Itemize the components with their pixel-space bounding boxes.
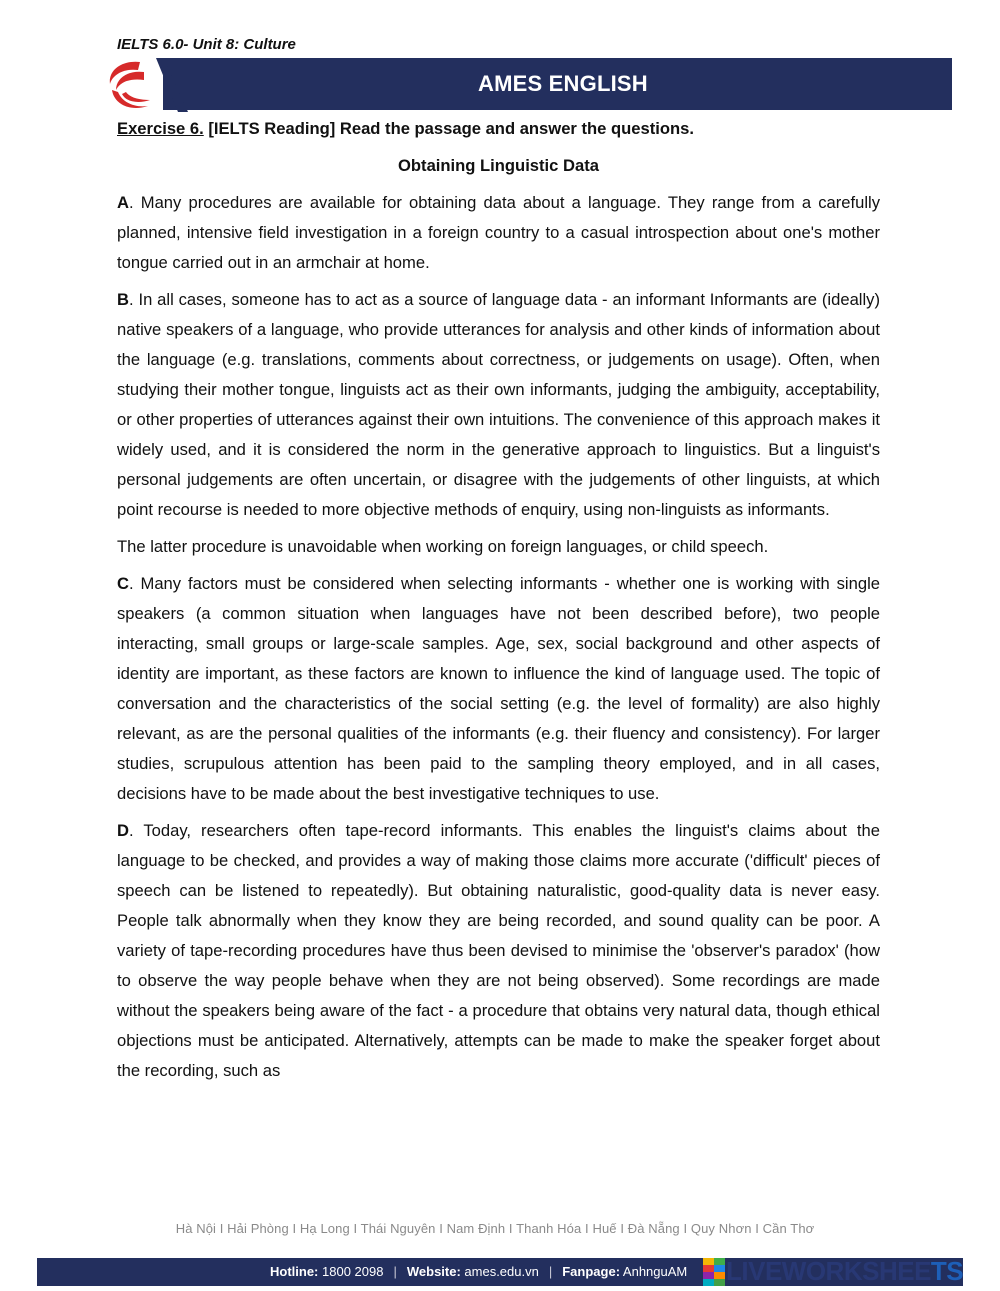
- separator: |: [393, 1264, 397, 1279]
- paragraph-text: . In all cases, someone has to act as a source of language data - an informant Informants are (ideally) native speakers of a language, who provide utterances for analysis and other kinds of information about the language (e.g. translations, comments about correctness, or judgements on usage). Often, when studying their mother tongue, linguists act as their own informants, judging the ambiguity, acceptability, or other properties of utterances against their own intuitions. The convenience of this approach makes it widely used, and it is considered the norm in the generative approach to linguistics. But a linguist's personal judgements are often uncertain, or disagree with the judgements of other linguists, at which point recourse is needed to more objective methods of enquiry, using non-linguists as informants.: [117, 290, 880, 519]
- paragraph-text: . Today, researchers often tape-record informants. This enables the linguist's claims about the language to be checked, and provides a way of making those claims more accurate ('difficult' pieces of speech can be listened to repeatedly). But obtaining naturalistic, good-quality data is never easy. People talk abnormally when they know they are being recorded, and sound quality can be poor. A variety of tape-recording procedures have thus been devised to minimise the 'observer's paradox' (how to observe the way people behave when they are not being observed). Some recordings are made without the speakers being aware of the fact - a procedure that obtains very natural data, though ethical objections must be anticipated. Alternatively, attempts can be made to make the speaker forget about the recording, such as: [117, 821, 880, 1080]
- passage-title: Obtaining Linguistic Data: [398, 156, 599, 175]
- hotline-label: Hotline:: [270, 1264, 319, 1279]
- paragraph-text: The latter procedure is unavoidable when working on foreign languages, or child speech.: [117, 537, 769, 556]
- footer-contact: [270, 1264, 687, 1279]
- paragraph-b: [117, 285, 880, 525]
- paragraph-a: [117, 188, 880, 278]
- footer-cities: Hà Nội I Hải Phòng I Hạ Long I Thái Nguyên I Nam Định I Thanh Hóa I Huế I Đà Nẵng I Quy Nhơn I Cần Thơ: [175, 1221, 815, 1236]
- liveworksheets-watermark: LIVEWORKSHEETS: [726, 1256, 964, 1286]
- paragraph-letter: B: [117, 290, 129, 309]
- website-label: Website:: [406, 1264, 461, 1279]
- exercise-heading: [117, 114, 880, 144]
- separator: |: [548, 1264, 553, 1279]
- worksheet-content: [117, 114, 880, 1093]
- exercise-instruction: [IELTS Reading] Read the passage and answer the questions.: [203, 119, 694, 138]
- liveworksheets-badge-icon: [703, 1258, 725, 1286]
- paragraph-letter: D: [117, 821, 129, 840]
- ames-logo-icon: [104, 56, 188, 114]
- paragraph-c: [117, 569, 880, 809]
- paragraph-text: . Many procedures are available for obtaining data about a language. They range from a carefully planned, intensive field investigation in a foreign country to a casual introspection about one's mother tongue carried out in an armchair at home.: [117, 193, 880, 272]
- paragraph-text: . Many factors must be considered when selecting informants - whether one is working with single speakers (a common situation when languages have not been described before), two people interacting, small groups or large-scale samples. Age, sex, social background and other aspects of identity are important, as these factors are known to influence the kind of language used. The topic of conversation and the characteristics of the social setting (e.g. the level of formality) are also highly relevant, as are the personal qualities of the informants (e.g. their fluency and consistency). For larger studies, scrupulous attention has been paid to the sampling theory employed, and in all cases, decisions have to be made about the best investigative techniques to use.: [117, 574, 880, 803]
- paragraph-b-continued: [117, 532, 880, 562]
- brand-title: AMES ENGLISH: [478, 71, 648, 96]
- hotline-value: 1800 2098: [318, 1264, 384, 1279]
- unit-title: IELTS 6.0- Unit 8: Culture: [117, 36, 296, 53]
- website-value: ames.edu.vn: [460, 1264, 539, 1279]
- paragraph-letter: A: [117, 193, 129, 212]
- fanpage-value: AnhnguAM: [620, 1264, 688, 1279]
- fanpage-label: Fanpage:: [562, 1264, 621, 1279]
- exercise-label: Exercise 6.: [117, 119, 204, 138]
- paragraph-d: [117, 816, 880, 1086]
- paragraph-letter: C: [117, 574, 129, 593]
